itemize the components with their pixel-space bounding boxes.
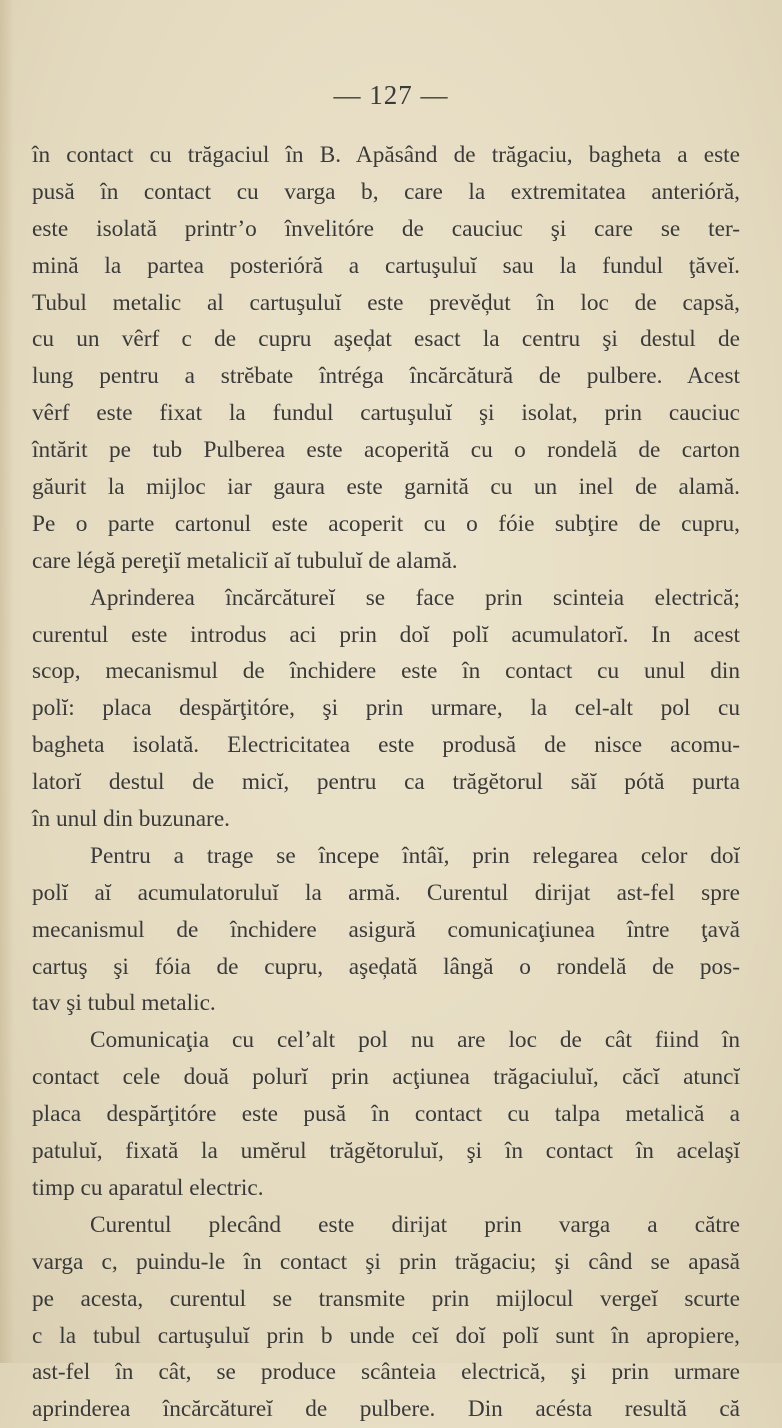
text-line: aprinderea încărcătureĭ de pulbere. Din acésta resultă că xyxy=(32,1396,740,1423)
text-line: placa despărţitóre este pusă în contact cu talpa metalică a xyxy=(32,1101,740,1128)
text-line: Curentul plecând este dirijat prin varga a către xyxy=(90,1211,740,1238)
text-line: este isolată printr’o învelitóre de cauciuc şi care se ter- xyxy=(32,215,740,242)
text-line: ast-fel în cât, se produce scânteia electrică, şi prin urmare xyxy=(32,1359,740,1386)
text-line: contact cele două polurĭ prin acţiunea trăgaciuluĭ, căcĭ atuncĭ xyxy=(32,1064,740,1091)
body-text xyxy=(32,137,740,1428)
text-line: Pentru a trage se începe întâĭ, prin relegarea celor doĭ xyxy=(90,842,740,869)
text-line: pusă în contact cu varga b, care la extremitatea anterióră, xyxy=(32,178,740,205)
text-line: în contact cu trăgaciul în B. Apăsând de trăgaciu, bagheta a este xyxy=(32,142,740,168)
text-line: curentul este introdus aci prin doĭ polĭ acumulatorĭ. In acest xyxy=(32,621,740,648)
text-line: polĭ: placa despărţitóre, şi prin urmare, la cel-alt pol cu xyxy=(32,695,740,722)
page-number: — 127 — xyxy=(333,80,449,110)
text-line: patuluĭ, fixată la umĕrul trăgĕtoruluĭ, şi în contact în acelaşĭ xyxy=(32,1138,740,1165)
text-line: latorĭ destul de micĭ, pentru ca trăgĕtorul săĭ pótă purta xyxy=(32,769,740,796)
text-line: lung pentru a strĕbate întréga încărcătură de pulbere. Acest xyxy=(32,363,740,390)
page-edge-shadow xyxy=(0,0,14,1363)
text-line: varga c, puindu-le în contact şi prin trăgaciu; şi când se apasă xyxy=(32,1248,740,1275)
text-line: Pe o parte cartonul este acoperit cu o fóie subţire de cupru, xyxy=(32,510,740,537)
text-line: scop, mecanismul de închidere este în contact cu unul din xyxy=(32,658,740,685)
text-line: timp cu aparatul electric. xyxy=(32,1174,264,1201)
text-line: găurit la mijloc iar gaura este garnită cu un inel de alamă. xyxy=(32,474,740,501)
text-line: mină la partea posterióră a cartuşuluĭ sau la fundul ţăveĭ. xyxy=(32,252,740,279)
text-line: c la tubul cartuşuluĭ prin b unde ceĭ doĭ polĭ sunt în apropiere, xyxy=(32,1322,740,1349)
text-line: în unul din buzunare. xyxy=(32,806,230,833)
text-line: tav şi tubul metalic. xyxy=(32,990,216,1017)
text-line: Aprinderea încărcătureĭ se face prin scinteia electrică; xyxy=(90,584,740,611)
text-line: care légă pereţiĭ metaliciĭ aĭ tubuluĭ de alamă. xyxy=(32,547,458,574)
text-line: polĭ aĭ acumulatoruluĭ la armă. Curentul dirijat ast-fel spre xyxy=(32,879,740,906)
text-line: întărit pe tub Pulberea este acoperită cu o rondelă de carton xyxy=(32,437,740,464)
text-line: mecanismul de închidere asigură comunicaţiunea între ţavă xyxy=(32,916,740,943)
text-line: Tubul metalic al cartuşuluĭ este prevĕḑut în loc de capsă, xyxy=(32,289,740,316)
text-line: bagheta isolată. Electricitatea este produsă de nisce acomu- xyxy=(32,732,740,759)
text-line: Comunicaţia cu cel’alt pol nu are loc de cât fiind în xyxy=(90,1027,740,1054)
text-line: pe acesta, curentul se transmite prin mijlocul vergeĭ scurte xyxy=(32,1285,740,1312)
text-line: cartuş şi fóia de cupru, aşeḑată lângă o rondelă de pos- xyxy=(32,953,740,980)
text-line: vêrf este fixat la fundul cartuşuluĭ şi isolat, prin cauciuc xyxy=(32,400,740,427)
text-line: cu un vêrf c de cupru aşeḑat esact la centru şi destul de xyxy=(32,326,740,353)
